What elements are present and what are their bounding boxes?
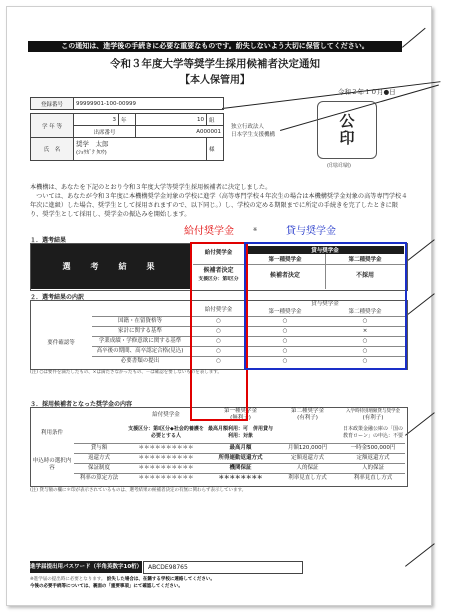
breakdown-second-cell: ○: [362, 318, 368, 324]
content-kyufu-cell: ＊＊＊＊＊＊＊＊＊＊: [138, 475, 194, 481]
result-header: 選 考 結 果: [31, 244, 192, 289]
section-3-heading: ３．採用候補者となった奨学金の内容: [30, 401, 133, 408]
org-line-2: 日本学生支援機構: [231, 132, 276, 138]
content-second-cell: 利率見直し方式: [288, 475, 327, 481]
breakdown-first-cell: ○: [282, 338, 288, 344]
breakdown-kyufu-header: 給付奨学金: [204, 307, 233, 313]
grade-value: 3: [74, 114, 119, 126]
content-kyufu-cell: ＊＊＊＊＊＊＊＊＊＊: [138, 445, 194, 451]
content-first-cell: 最高月額: [229, 445, 252, 451]
content-kyufu-cell: ＊＊＊＊＊＊＊＊＊＊: [138, 465, 194, 471]
breakdown-row-label: 高卒後の期間、高卒認定合格(見込): [96, 348, 184, 354]
content-note: (注) 貸与額の欄に＊印が表示されているものは、選考結果の候補者決定の有無に関わらず表示しています。: [30, 488, 247, 493]
kyufu-result: 候補者決定: [203, 267, 234, 274]
breakdown-first-cell: ○: [282, 328, 288, 334]
content-second-cell: 定額返還方式: [290, 455, 324, 461]
content-row-label: 貸与額: [90, 445, 108, 451]
content-kyufu-header: 給付奨学金: [152, 412, 180, 418]
content-first-cell: 機関保証: [229, 465, 252, 471]
breakdown-first-cell: ○: [282, 348, 288, 354]
kyufu-use: 支援区分：第Ⅰ区分◆社会的養護を必要とする人: [128, 426, 204, 439]
breakdown-second-header: 第二種奨学金: [348, 309, 382, 315]
divider: [74, 453, 405, 454]
result-taiyo-header: 貸与奨学金: [246, 246, 404, 254]
reg-number-label: 登録番号: [31, 98, 74, 110]
page-subtitle: 【本人保管用】: [180, 75, 250, 86]
section-2-heading: ２．選考結果の内訳: [30, 294, 85, 301]
content-extra-header: 入学時特別増額貸与奨学金: [346, 409, 400, 414]
content-extra-sub: (有利子): [362, 415, 384, 421]
content-first-sub: (無利子): [230, 415, 251, 421]
content-extra-cell: 一時金500,000円: [350, 445, 396, 451]
taiyo-label: 貸与奨学金: [286, 226, 336, 237]
body-text: 本機構は、あなたを下記のとおり令和３年度大学等奨学生採用候補者に決定しました。 ついては、あなたが令和３年度に本機構奨学金対象の学校に進学（高等専門学校４年次生の場合は本機構奨学金対象の高等専門学校４年次に進級）した場合、奨学生として採用されますので、以下同じ。）し、学校の定める期限までに所定の手続きを完了したときに限り、奨学生として採用し、奨学金の振込みを開始します。: [30, 184, 408, 218]
extra-use: 日本政策金融公庫の「国の教育ローン」の申込：不要: [342, 426, 403, 439]
content-second-header: 第二種奨学金: [290, 408, 324, 414]
breakdown-second-cell: ○: [362, 338, 368, 344]
content-second-cell: 月額120,000円: [287, 445, 328, 451]
breakdown-note: (注) ○は要件を満たしたもの、×は満たさなかったもの、－は確認を要しないものを表します。: [30, 370, 222, 375]
breakdown-row-label: 必要書類の提出: [120, 358, 160, 364]
content-extra-cell: 利率見直し方式: [353, 475, 393, 481]
breakdown-first-cell: ○: [282, 358, 288, 364]
footer-note-b: 紛失した場合は、在籍する学校に連絡してください。: [106, 577, 215, 582]
content-second-cell: 人的保証: [296, 465, 319, 471]
breakdown-kyufu-cell: ○: [216, 318, 221, 324]
breakdown-kyufu-cell: ○: [216, 338, 221, 344]
breakdown-row-label: 学業成績・学修意欲に関する基準: [98, 338, 182, 344]
content-second-sub: (有利子): [297, 415, 318, 421]
student-name: 奨学 太郎: [76, 140, 109, 148]
content-first-header: 第一種奨学金: [223, 408, 257, 414]
apply-choice-label: 申込時の選択内容: [32, 458, 72, 471]
first-result: 候補者決定: [269, 272, 300, 279]
reg-number-value: 99999901-100-00999: [74, 98, 224, 110]
password-value: ABCDE98765: [143, 561, 303, 574]
footer-note-a: ※進学届の提出時に必要となります。: [30, 577, 106, 582]
content-first-cell: 所得連動返還方式: [218, 455, 263, 461]
footer-line-1: [30, 577, 410, 583]
honorific: 様: [207, 138, 224, 161]
second-result: 不採用: [355, 272, 374, 279]
breakdown-taiyo-header: 貸与奨学金: [311, 301, 339, 307]
student-info-table: [30, 97, 224, 161]
breakdown-kyufu-cell: ○: [216, 358, 221, 364]
breakdown-row-label: 国籍・在留資格等: [117, 318, 162, 324]
content-row-label: 返還方式: [87, 455, 110, 461]
notice-banner: この通知は、進学後の手続きに必要な重要なものです。紛失しないよう大切に保管してください。: [28, 41, 402, 52]
content-row-label: 保証制度: [87, 465, 110, 471]
requirement-group-label: 要件確認等: [47, 340, 75, 346]
taiyo-highlight-box: [244, 242, 407, 370]
kyufu-highlight-box: [190, 242, 248, 421]
grade-unit: 年: [119, 114, 136, 126]
section-1-heading: １．選考結果: [30, 237, 67, 244]
divider: [74, 473, 405, 474]
divider: [74, 443, 405, 444]
kyufu-note: ※: [253, 227, 258, 233]
content-first-cell: ＊＊＊＊＊＊＊＊: [218, 475, 263, 481]
footer-line-2: 今後の必要手続等については、裏面の「重要事項」にて確認してください。: [30, 584, 183, 589]
name-label: 氏 名: [31, 138, 74, 161]
grade-label: 学 年 等: [31, 114, 74, 138]
divider: [74, 463, 405, 464]
page-title: 令和３年度大学等奨学生採用候補者決定通知: [110, 58, 320, 70]
result-second-header: 第二種奨学金: [348, 257, 382, 263]
content-extra-cell: 定額返還方式: [356, 455, 390, 461]
attendance-label: 出席番号: [74, 126, 136, 138]
notice-date: 令和２年１０月●日: [338, 88, 396, 96]
content-kyufu-cell: ＊＊＊＊＊＊＊＊＊＊: [138, 455, 194, 461]
breakdown-first-cell: ○: [282, 318, 288, 324]
organization-name: [231, 123, 275, 139]
stamp-text: 公 印: [339, 112, 355, 147]
content-extra-cell: 人的保証: [361, 465, 384, 471]
first-use: 最高月額利用：可 併用貸与利用：対象: [207, 426, 273, 439]
breakdown-kyufu-cell: ○: [216, 348, 221, 354]
student-name-kana: (ｼｮｳｶﾞｸ ﾀﾛｳ): [76, 150, 107, 156]
class-value: 10: [136, 114, 207, 126]
password-label: 進学届提出用パスワード（半角英数字10桁）: [30, 561, 142, 573]
breakdown-row-label: 家計に関する基準: [117, 328, 162, 334]
official-stamp: [317, 101, 377, 159]
result-first-header: 第一種奨学金: [268, 257, 302, 263]
content-row-label: 利率の算定方法: [79, 475, 119, 481]
attendance-value: A000001: [136, 126, 224, 138]
org-line-1: 独立行政法人: [231, 124, 265, 130]
breakdown-second-cell: ○: [362, 358, 368, 364]
stamp-note: (印影印刷): [327, 163, 351, 169]
kyufu-result-detail: 支援区分：第Ⅰ区分: [198, 277, 239, 282]
breakdown-second-cell: ×: [362, 328, 368, 334]
kyufu-label: 給付奨学金: [184, 226, 234, 237]
breakdown-kyufu-cell: ○: [216, 328, 221, 334]
breakdown-first-header: 第一種奨学金: [268, 309, 302, 315]
use-condition-label: 利用条件: [40, 430, 63, 436]
class-unit: 組: [207, 114, 224, 126]
breakdown-second-cell: ○: [362, 348, 368, 354]
result-kyufu-header: 給付奨学金: [204, 250, 233, 256]
